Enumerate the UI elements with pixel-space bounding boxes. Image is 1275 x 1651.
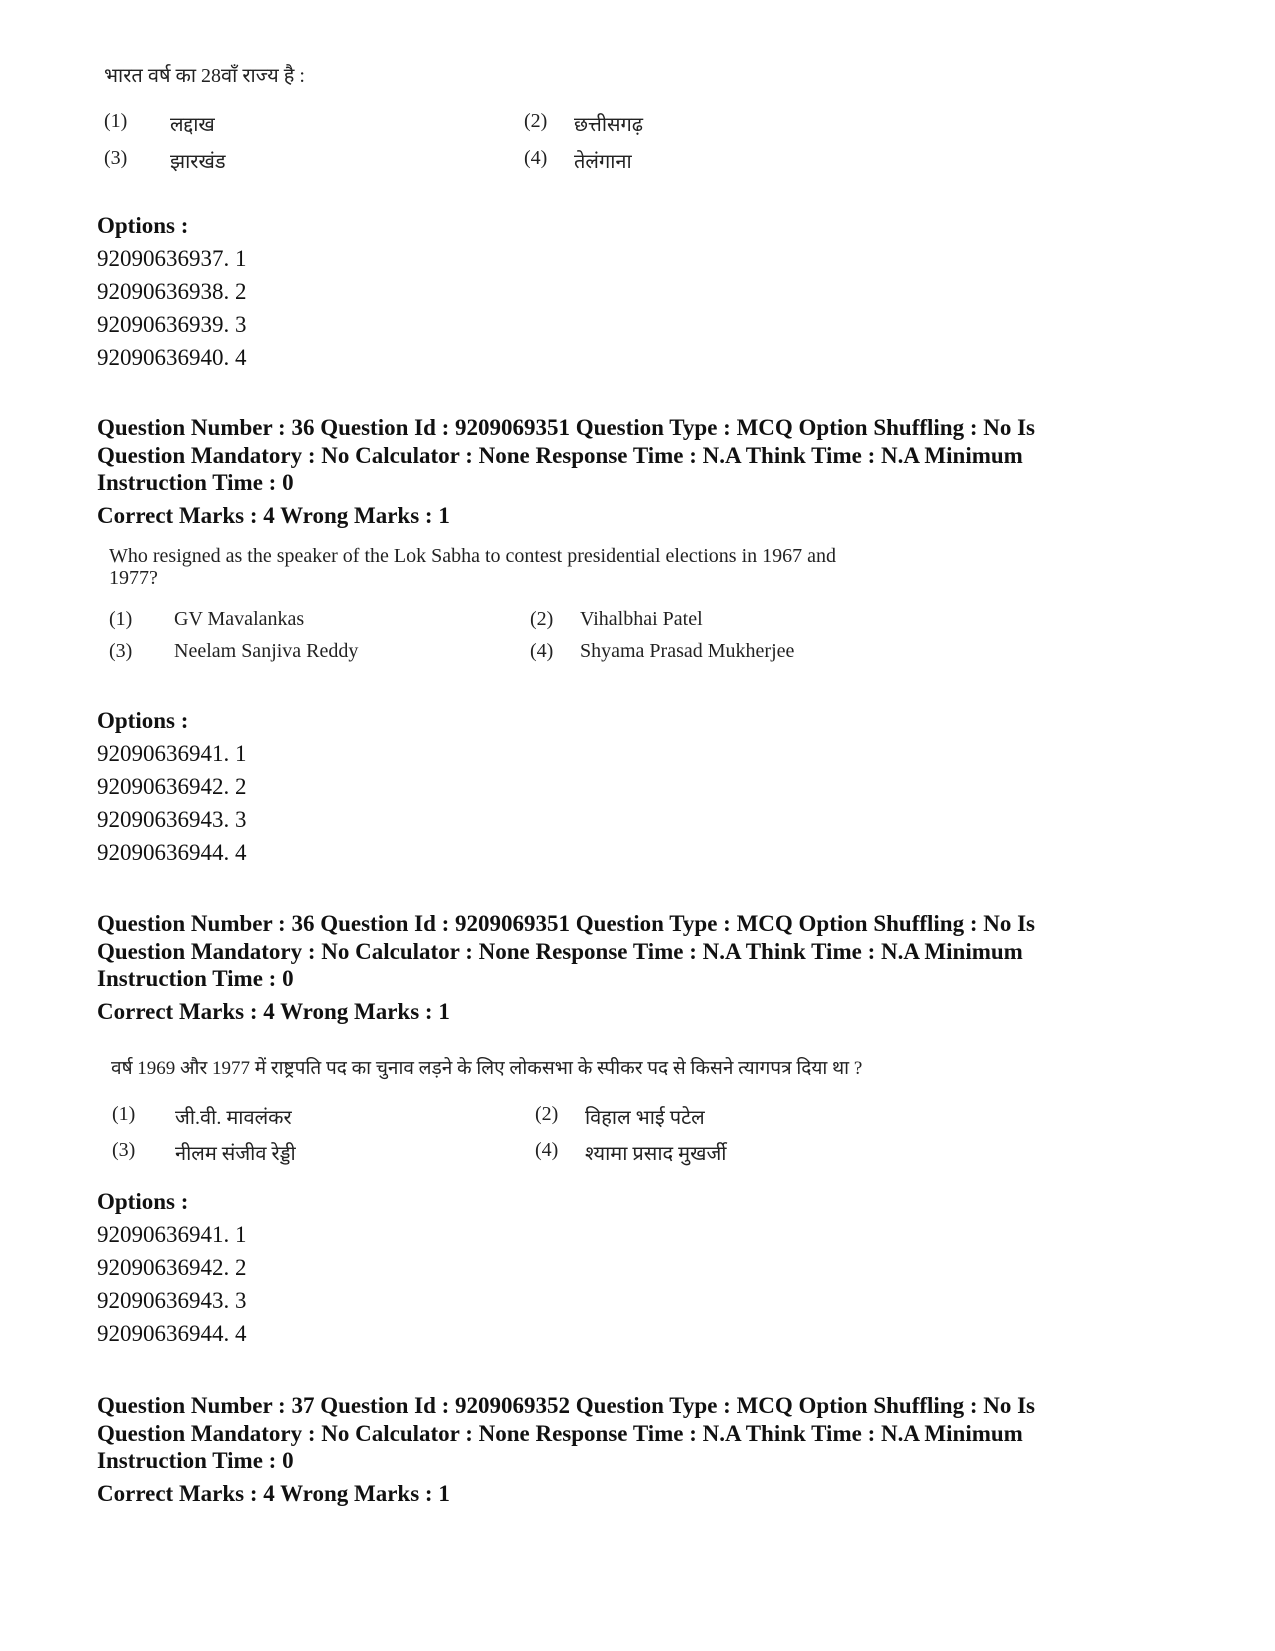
choice-text: तेलंगाना xyxy=(574,151,632,173)
choice-text: Neelam Sanjiva Reddy xyxy=(174,640,359,662)
question-stem-line: 1977? xyxy=(109,567,158,589)
marks-line: Correct Marks : 4 Wrong Marks : 1 xyxy=(97,999,450,1024)
question-meta xyxy=(97,1392,1177,1475)
choice-text: नीलम संजीव रेड्डी xyxy=(175,1143,296,1165)
question-stem xyxy=(109,545,836,589)
option-entry: 92090636943. 3 xyxy=(97,807,247,832)
option-entry: 92090636937. 1 xyxy=(97,246,247,271)
question-meta-line: Question Mandatory : No Calculator : None Response Time : N.A Think Time : N.A Minimum xyxy=(97,442,1023,468)
option-entry: 92090636940. 4 xyxy=(97,345,247,370)
question-stem: वर्ष 1969 और 1977 में राष्ट्रपति पद का चुनाव लड़ने के लिए लोकसभा के स्पीकर पद से किसने त्यागपत्र दिया था ? xyxy=(111,1058,863,1079)
question-meta-line: Instruction Time : 0 xyxy=(97,966,294,991)
option-entry: 92090636941. 1 xyxy=(97,741,247,766)
marks-line: Correct Marks : 4 Wrong Marks : 1 xyxy=(97,503,450,528)
question-meta xyxy=(97,414,1177,497)
question-meta-line: Instruction Time : 0 xyxy=(97,1448,294,1473)
choice-text: विहाल भाई पटेल xyxy=(585,1107,705,1129)
choice-text: Shyama Prasad Mukherjee xyxy=(580,640,795,662)
choice-number: (4) xyxy=(535,1139,559,1161)
choice-number: (4) xyxy=(524,147,548,169)
choice-number: (2) xyxy=(530,608,554,630)
option-entry: 92090636942. 2 xyxy=(97,1255,247,1280)
question-meta-line: Question Mandatory : No Calculator : None Response Time : N.A Think Time : N.A Minimum xyxy=(97,938,1023,964)
options-heading: Options : xyxy=(97,1189,189,1214)
marks-line: Correct Marks : 4 Wrong Marks : 1 xyxy=(97,1481,450,1506)
question-meta-line: Question Number : 37 Question Id : 9209069352 Question Type : MCQ Option Shuffling : No Is xyxy=(97,1393,1036,1418)
choice-text: लद्दाख xyxy=(170,114,215,136)
option-entry: 92090636944. 4 xyxy=(97,1321,247,1346)
question-meta-line: Question Mandatory : No Calculator : None Response Time : N.A Think Time : N.A Minimum xyxy=(97,1420,1023,1446)
question-meta xyxy=(97,910,1177,993)
option-entry: 92090636938. 2 xyxy=(97,279,247,304)
options-heading: Options : xyxy=(97,708,189,733)
question-meta-line: Instruction Time : 0 xyxy=(97,470,294,495)
choice-number: (3) xyxy=(104,147,128,169)
choice-number: (1) xyxy=(104,110,128,132)
question-stem: भारत वर्ष का 28वाँ राज्य है : xyxy=(104,65,305,87)
choice-number: (2) xyxy=(535,1103,559,1125)
option-entry: 92090636941. 1 xyxy=(97,1222,247,1247)
choice-text: छत्तीसगढ़ xyxy=(574,114,644,136)
option-entry: 92090636943. 3 xyxy=(97,1288,247,1313)
option-entry: 92090636944. 4 xyxy=(97,840,247,865)
question-meta-line: Question Number : 36 Question Id : 9209069351 Question Type : MCQ Option Shuffling : No Is xyxy=(97,415,1036,440)
choice-number: (3) xyxy=(112,1139,136,1161)
question-meta-line: Question Number : 36 Question Id : 9209069351 Question Type : MCQ Option Shuffling : No Is xyxy=(97,911,1036,936)
choice-text: Vihalbhai Patel xyxy=(580,608,703,630)
choice-number: (2) xyxy=(524,110,548,132)
choice-number: (4) xyxy=(530,640,554,662)
choice-text: GV Mavalankas xyxy=(174,608,305,630)
choice-text: जी.वी. मावलंकर xyxy=(175,1107,292,1129)
choice-text: श्यामा प्रसाद मुखर्जी xyxy=(585,1143,727,1165)
choice-number: (3) xyxy=(109,640,133,662)
choice-text: झारखंड xyxy=(170,151,226,173)
question-stem-line: Who resigned as the speaker of the Lok Sabha to contest presidential elections in 1967 and xyxy=(109,545,837,567)
choice-number: (1) xyxy=(109,608,133,630)
option-entry: 92090636942. 2 xyxy=(97,774,247,799)
option-entry: 92090636939. 3 xyxy=(97,312,247,337)
choice-number: (1) xyxy=(112,1103,136,1125)
options-heading: Options : xyxy=(97,213,189,238)
